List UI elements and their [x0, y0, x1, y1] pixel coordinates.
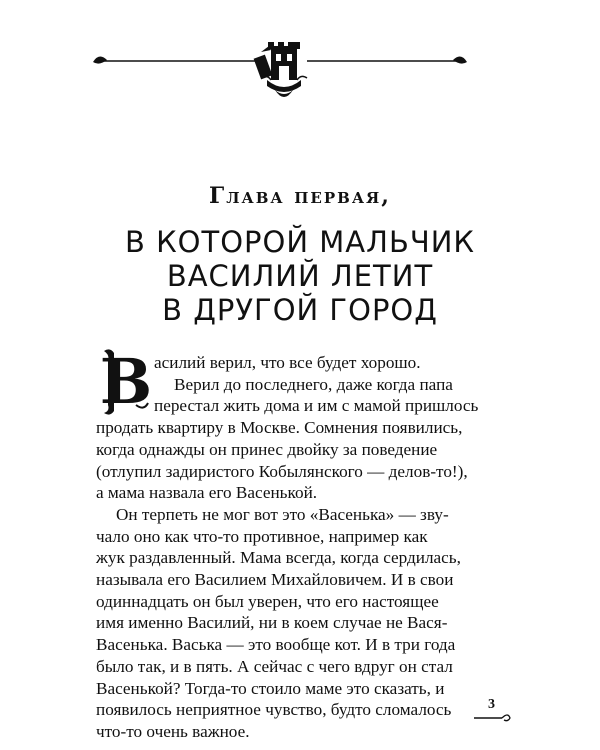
body-text	[96, 352, 504, 743]
text-line: одиннадцать он был уверен, что его настоящее	[96, 591, 439, 611]
text-line: перестал жить дома и им с мамой пришлось	[154, 396, 479, 416]
text-line: Он терпеть не мог вот это «Васенька» — зву-	[116, 504, 449, 524]
text-line: чало оно как что-то противное, например как	[96, 526, 428, 546]
text-line: асилий верил, что все будет хорошо.	[154, 353, 421, 372]
text-line: жук раздавленный. Мама всегда, когда сердилась,	[96, 548, 461, 568]
paragraph	[96, 352, 504, 504]
text-line: имя именно Василий, ни в коем случае не Вася-	[96, 613, 448, 633]
text-line: было так, и в пять. А сейчас с чего вдруг он стал	[96, 656, 453, 676]
text-line: появилось неприятное чувство, будто сломалось	[96, 700, 452, 720]
text-line: когда однажды он принес двойку за поведение	[96, 439, 438, 459]
text-line: Васенькой? Тогда-то стоило маме это сказать, и	[96, 678, 445, 698]
dropcap-letter: В	[99, 345, 152, 417]
text-line: Васенька. Васька — это вообще кот. И в три года	[96, 635, 456, 655]
chapter-title-line: ВАСИЛИЙ ЛЕТИТ	[166, 259, 434, 293]
text-line: что-то очень важное.	[96, 721, 250, 741]
text-line: продать квартиру в Москве. Сомнения появились,	[96, 418, 463, 438]
header-ornament-castle-icon	[85, 34, 475, 114]
text-line: а мама назвала его Васенькой.	[96, 483, 318, 503]
page-number: 3	[488, 697, 495, 712]
chapter-label: Глава первая,	[209, 183, 391, 209]
chapter-title	[0, 225, 600, 327]
chapter-title-line: В ДРУГОЙ ГОРОД	[162, 293, 438, 327]
text-line: называла его Василием Михайловичем. И в свои	[96, 570, 454, 590]
chapter-title-line: В КОТОРОЙ МАЛЬЧИК	[124, 225, 476, 259]
text-line: Верил до последнего, даже когда папа	[174, 374, 453, 394]
footer-flourish-icon	[472, 710, 512, 724]
text-line: (отлупил задиристого Кобылянского — делов-то!),	[96, 461, 468, 481]
paragraph	[96, 504, 504, 743]
